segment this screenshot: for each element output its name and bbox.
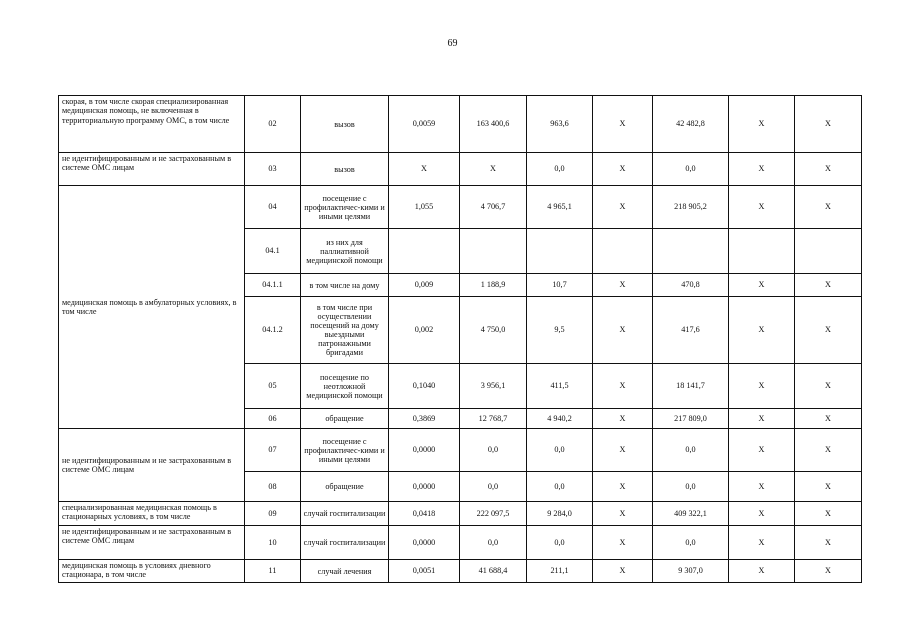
unit-cell: посещение с профилактичес-кими и иными целями	[301, 186, 389, 229]
value-cell: Х	[593, 472, 653, 502]
value-cell: 0,0	[460, 472, 527, 502]
financing-table	[58, 95, 862, 583]
row-code-cell: 05	[245, 364, 301, 409]
value-cell: 1 188,9	[460, 274, 527, 297]
value-cell: Х	[593, 153, 653, 186]
value-cell	[389, 229, 460, 274]
value-cell: 0,0059	[389, 96, 460, 153]
row-name-cell: не идентифицированным и не застрахованным в системе ОМС лицам	[59, 526, 245, 560]
unit-cell: посещение с профилактичес-кими и иными целями	[301, 429, 389, 472]
value-cell: Х	[795, 526, 862, 560]
row-code-cell: 02	[245, 96, 301, 153]
value-cell: Х	[593, 526, 653, 560]
value-cell: 470,8	[653, 274, 729, 297]
value-cell	[593, 229, 653, 274]
row-code-cell: 11	[245, 560, 301, 583]
value-cell: 0,002	[389, 297, 460, 364]
value-cell: 218 905,2	[653, 186, 729, 229]
value-cell: 0,0	[527, 526, 593, 560]
value-cell: 4 706,7	[460, 186, 527, 229]
value-cell: Х	[795, 502, 862, 526]
value-cell	[527, 229, 593, 274]
value-cell: Х	[795, 560, 862, 583]
value-cell: 417,6	[653, 297, 729, 364]
value-cell	[653, 229, 729, 274]
value-cell: 0,0	[460, 526, 527, 560]
value-cell: 0,1040	[389, 364, 460, 409]
value-cell	[729, 229, 795, 274]
table-row	[59, 429, 862, 472]
table-row	[59, 526, 862, 560]
row-name-cell: скорая, в том числе скорая специализированная медицинская помощь, не включенная в территориальную программу ОМС, в том числе	[59, 96, 245, 153]
value-cell: 9 284,0	[527, 502, 593, 526]
value-cell: 10,7	[527, 274, 593, 297]
value-cell: 4 940,2	[527, 409, 593, 429]
value-cell: Х	[729, 526, 795, 560]
value-cell: 0,0000	[389, 526, 460, 560]
value-cell: 211,1	[527, 560, 593, 583]
table-row	[59, 502, 862, 526]
table-row	[59, 96, 862, 153]
value-cell: Х	[795, 274, 862, 297]
value-cell: 0,0	[527, 153, 593, 186]
unit-cell: случай госпитализации	[301, 526, 389, 560]
value-cell: Х	[795, 186, 862, 229]
value-cell: Х	[795, 297, 862, 364]
value-cell: Х	[729, 472, 795, 502]
value-cell: Х	[795, 409, 862, 429]
value-cell: Х	[593, 186, 653, 229]
row-code-cell: 04.1.1	[245, 274, 301, 297]
value-cell: Х	[795, 96, 862, 153]
value-cell: 12 768,7	[460, 409, 527, 429]
value-cell: 9,5	[527, 297, 593, 364]
unit-cell: вызов	[301, 96, 389, 153]
value-cell: 0,0	[460, 429, 527, 472]
value-cell: Х	[729, 409, 795, 429]
value-cell: 4 965,1	[527, 186, 593, 229]
value-cell: 963,6	[527, 96, 593, 153]
value-cell: 217 809,0	[653, 409, 729, 429]
table-row	[59, 560, 862, 583]
value-cell: Х	[729, 297, 795, 364]
row-name-cell: специализированная медицинская помощь в стационарных условиях, в том числе	[59, 502, 245, 526]
value-cell: Х	[593, 409, 653, 429]
row-name-cell: не идентифицированным и не застрахованным в системе ОМС лицам	[59, 153, 245, 186]
value-cell: Х	[795, 472, 862, 502]
value-cell: 163 400,6	[460, 96, 527, 153]
value-cell: Х	[593, 502, 653, 526]
value-cell: 4 750,0	[460, 297, 527, 364]
value-cell: 0,009	[389, 274, 460, 297]
value-cell: 0,0	[653, 153, 729, 186]
value-cell: Х	[460, 153, 527, 186]
unit-cell: посещение по неотложной медицинской помощи	[301, 364, 389, 409]
value-cell: Х	[593, 560, 653, 583]
value-cell: 41 688,4	[460, 560, 527, 583]
row-name-cell: медицинская помощь в условиях дневного стационара, в том числе	[59, 560, 245, 583]
value-cell: 0,0	[653, 472, 729, 502]
value-cell: 1,055	[389, 186, 460, 229]
value-cell: Х	[593, 297, 653, 364]
value-cell: Х	[593, 96, 653, 153]
value-cell: 222 097,5	[460, 502, 527, 526]
value-cell: Х	[729, 364, 795, 409]
value-cell: 0,0000	[389, 429, 460, 472]
value-cell: Х	[593, 364, 653, 409]
row-code-cell: 04.1.2	[245, 297, 301, 364]
value-cell: 0,0	[653, 429, 729, 472]
value-cell: 0,0	[527, 472, 593, 502]
value-cell: Х	[795, 364, 862, 409]
value-cell: 0,0	[653, 526, 729, 560]
value-cell: Х	[729, 274, 795, 297]
unit-cell: в том числе при осуществлении посещений на дому выездными патронажными бригадами	[301, 297, 389, 364]
value-cell: 0,0000	[389, 472, 460, 502]
row-code-cell: 09	[245, 502, 301, 526]
unit-cell: в том числе на дому	[301, 274, 389, 297]
row-name-cell: не идентифицированным и не застрахованным в системе ОМС лицам	[59, 429, 245, 502]
row-code-cell: 08	[245, 472, 301, 502]
value-cell: 411,5	[527, 364, 593, 409]
value-cell: Х	[795, 429, 862, 472]
table-row	[59, 186, 862, 229]
value-cell	[460, 229, 527, 274]
value-cell: Х	[729, 153, 795, 186]
row-code-cell: 03	[245, 153, 301, 186]
row-code-cell: 04.1	[245, 229, 301, 274]
value-cell: 409 322,1	[653, 502, 729, 526]
value-cell: Х	[729, 186, 795, 229]
unit-cell: случай госпитализации	[301, 502, 389, 526]
value-cell: 0,0418	[389, 502, 460, 526]
value-cell: Х	[729, 502, 795, 526]
value-cell: 9 307,0	[653, 560, 729, 583]
row-name-cell: медицинская помощь в амбулаторных условиях, в том числе	[59, 186, 245, 429]
value-cell: 0,0	[527, 429, 593, 472]
value-cell: Х	[593, 274, 653, 297]
page-number: 69	[447, 38, 458, 49]
unit-cell: обращение	[301, 409, 389, 429]
value-cell: Х	[729, 429, 795, 472]
unit-cell: обращение	[301, 472, 389, 502]
value-cell: Х	[729, 560, 795, 583]
value-cell	[795, 229, 862, 274]
unit-cell: из них для паллиативной медицинской помощи	[301, 229, 389, 274]
value-cell: Х	[389, 153, 460, 186]
row-code-cell: 06	[245, 409, 301, 429]
row-code-cell: 10	[245, 526, 301, 560]
value-cell: 42 482,8	[653, 96, 729, 153]
value-cell: Х	[729, 96, 795, 153]
unit-cell: случай лечения	[301, 560, 389, 583]
value-cell: Х	[593, 429, 653, 472]
unit-cell: вызов	[301, 153, 389, 186]
value-cell: Х	[795, 153, 862, 186]
value-cell: 0,0051	[389, 560, 460, 583]
table-row	[59, 153, 862, 186]
value-cell: 18 141,7	[653, 364, 729, 409]
value-cell: 0,3869	[389, 409, 460, 429]
value-cell: 3 956,1	[460, 364, 527, 409]
row-code-cell: 04	[245, 186, 301, 229]
row-code-cell: 07	[245, 429, 301, 472]
